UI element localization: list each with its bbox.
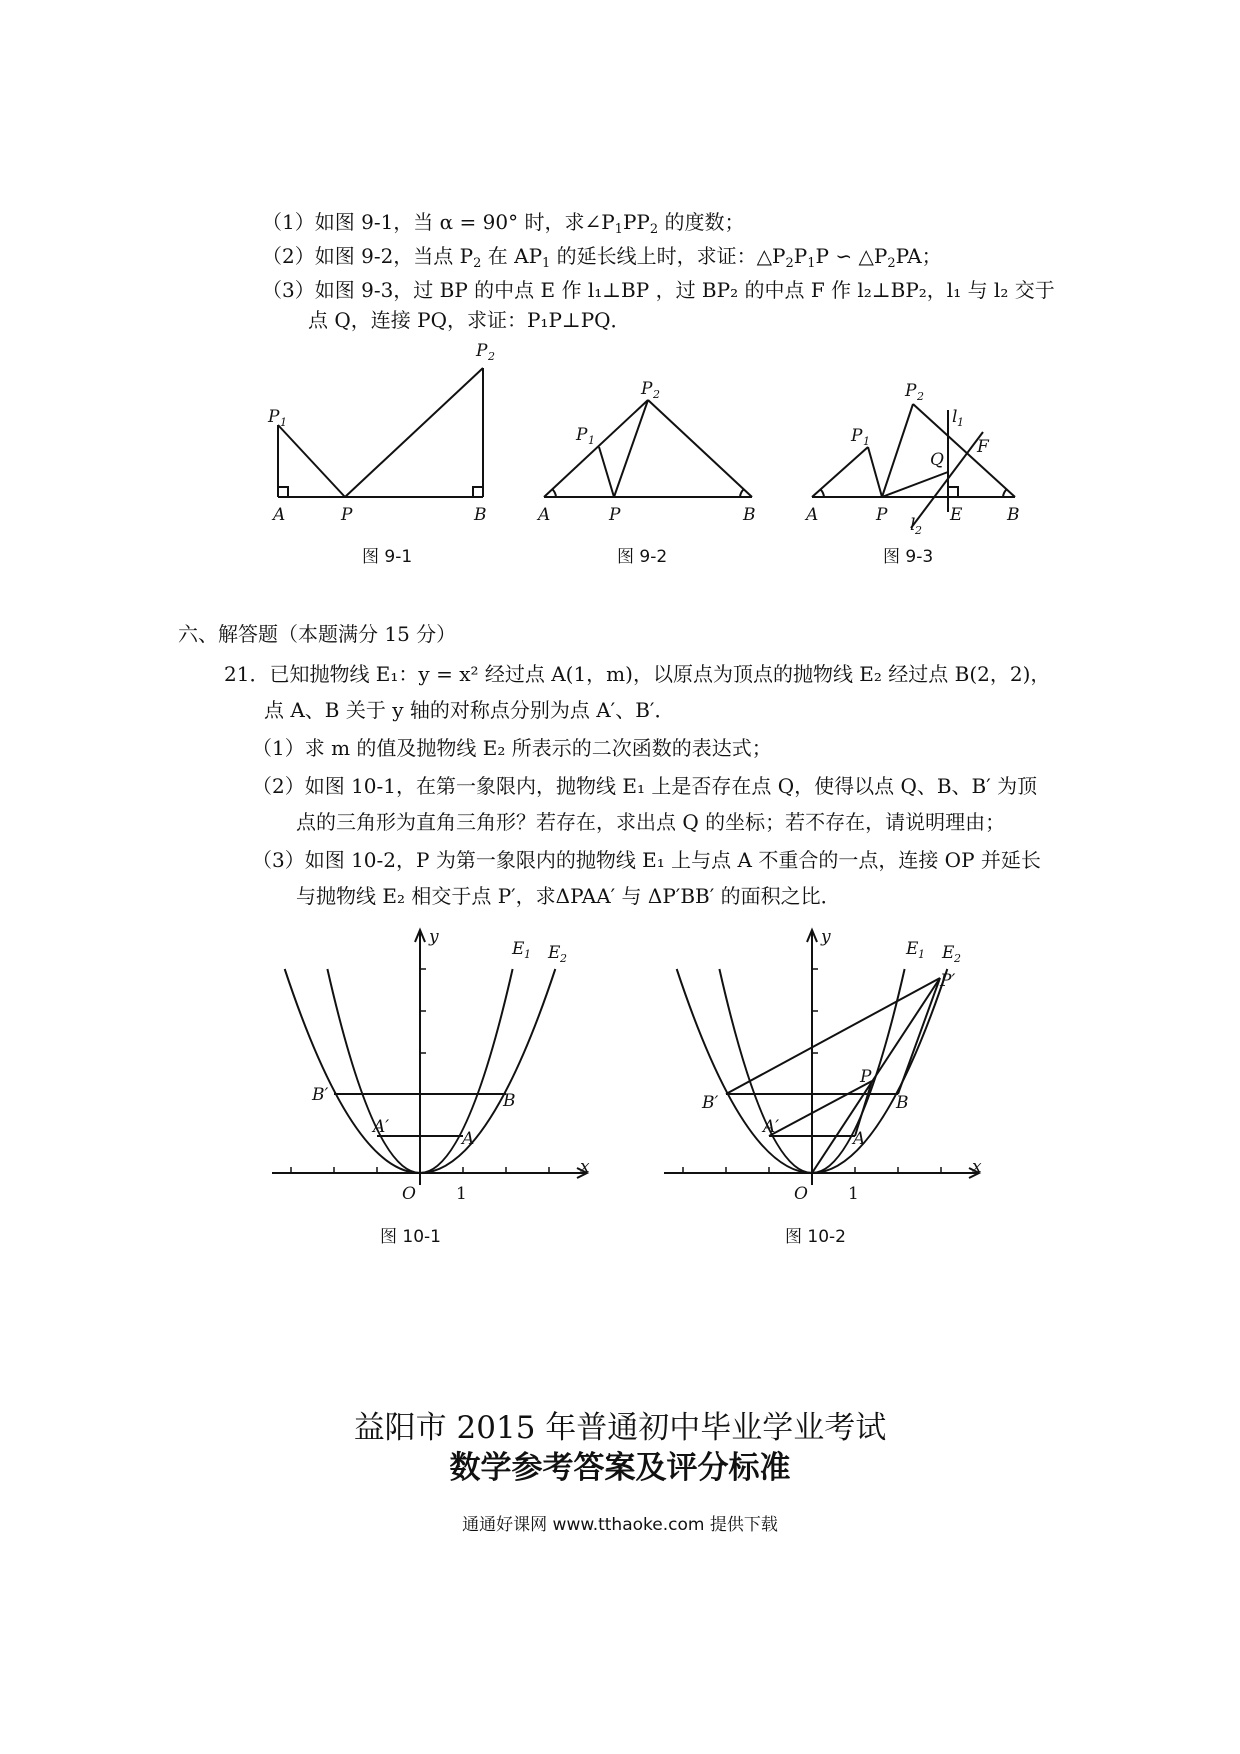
svg-text:2: 2 [917,390,924,403]
svg-text:A: A [806,505,819,525]
svg-text:P′: P′ [940,971,956,991]
svg-text:E: E [942,943,955,963]
q20-part3-line2: 点 Q，连接 PQ，求证：P₁P⊥PQ． [308,308,631,332]
answer-title-line2: 数学参考答案及评分标准 [449,1450,791,1486]
svg-text:1: 1 [848,1184,859,1204]
svg-text:E: E [950,505,963,525]
svg-text:P: P [876,505,888,525]
q21-part3-line2: 与抛物线 E₂ 相交于点 P′，求ΔPAA′ 与 ΔP′BB′ 的面积之比． [296,884,841,908]
svg-text:Q: Q [930,450,944,470]
svg-text:B: B [474,505,487,525]
svg-text:y: y [821,927,831,947]
svg-text:P: P [341,505,353,525]
svg-text:1: 1 [918,948,925,961]
svg-text:A: A [853,1129,866,1149]
svg-text:P: P [576,425,588,445]
svg-text:B: B [503,1091,516,1111]
svg-text:1: 1 [456,1184,467,1204]
svg-text:l: l [952,407,958,427]
svg-text:B: B [896,1093,909,1113]
svg-text:E: E [548,943,561,963]
svg-text:l: l [910,515,916,535]
svg-text:1: 1 [280,416,287,429]
q20-part1: （1）如图 9-1，当 α = 90° 时，求$\angle P_1PP_2$ 的度数； [262,210,745,237]
svg-text:B: B [1007,505,1020,525]
svg-text:A′: A′ [373,1117,390,1137]
svg-text:A: A [462,1129,475,1149]
svg-text:2: 2 [954,952,961,965]
svg-text:A′: A′ [763,1117,780,1137]
svg-text:B: B [743,505,756,525]
svg-text:1: 1 [524,948,531,961]
svg-text:P: P [851,426,863,446]
q20-part2: （2）如图 9-2，当点 $P_2$ 在 $AP_1$ 的延长线上时，求证：$\triangle P_2P_1P$ ∽ $\triangle P_2PA$； [262,244,942,271]
svg-text:1: 1 [863,435,870,448]
svg-text:A: A [538,505,551,525]
svg-text:2: 2 [488,350,495,363]
svg-text:y: y [429,927,439,947]
q21-part3-line1: （3）如图 10-2，P 为第一象限内的抛物线 E₁ 上与点 A 不重合的一点，连接 OP 并延长 [252,848,1041,872]
svg-text:B′: B′ [312,1085,329,1105]
svg-text:P: P [641,379,653,399]
svg-text:E: E [906,939,919,959]
footer-source: 通通好课网 www.tthaoke.com 提供下载 [462,1515,778,1535]
q21-part2-line2: 点的三角形为直角三角形？若存在，求出点 Q 的坐标；若不存在，请说明理由； [296,810,1006,834]
svg-text:P: P [609,505,621,525]
svg-text:x: x [972,1157,982,1177]
svg-text:x: x [580,1157,590,1177]
svg-text:P: P [476,341,488,361]
q21-part2-line1: （2）如图 10-1，在第一象限内，抛物线 E₁ 上是否存在点 Q，使得以点 Q、B、B′ 为顶 [252,774,1038,798]
svg-text:1: 1 [957,416,964,429]
caption-fig-10-2: 图 10-2 [785,1227,846,1247]
section-heading: 六、解答题（本题满分 15 分） [178,622,457,646]
svg-text:P: P [268,407,280,427]
answer-title-line1: 益阳市 2015 年普通初中毕业学业考试 [353,1410,887,1446]
svg-text:F: F [977,437,989,457]
svg-text:1: 1 [588,434,595,447]
q21-intro-line1: 21．已知抛物线 E₁：y = x² 经过点 A(1，m)，以原点为顶点的抛物线 E₂ 经过点 B(2，2)， [224,662,1051,686]
caption-fig-10-1: 图 10-1 [380,1227,441,1247]
q20-part3-line1: （3）如图 9-3，过 BP 的中点 E 作 l₁⊥BP ，过 BP₂ 的中点 F 作 l₂⊥BP₂，l₁ 与 l₂ 交于 [262,278,1055,302]
svg-text:P: P [905,381,917,401]
svg-text:E: E [512,939,525,959]
svg-text:2: 2 [560,952,567,965]
svg-text:P: P [860,1067,872,1087]
svg-text:O: O [794,1184,808,1204]
q21-part1: （1）求 m 的值及抛物线 E₂ 所表示的二次函数的表达式； [252,736,772,760]
q21-intro-line2: 点 A、B 关于 y 轴的对称点分别为点 A′、B′． [264,698,675,722]
caption-fig-9-3: 图 9-3 [883,547,934,567]
svg-text:2: 2 [915,524,922,537]
svg-text:O: O [402,1184,416,1204]
caption-fig-9-1: 图 9-1 [362,547,413,567]
svg-text:2: 2 [653,388,660,401]
svg-text:A: A [273,505,286,525]
caption-fig-9-2: 图 9-2 [617,547,668,567]
svg-text:B′: B′ [702,1093,719,1113]
